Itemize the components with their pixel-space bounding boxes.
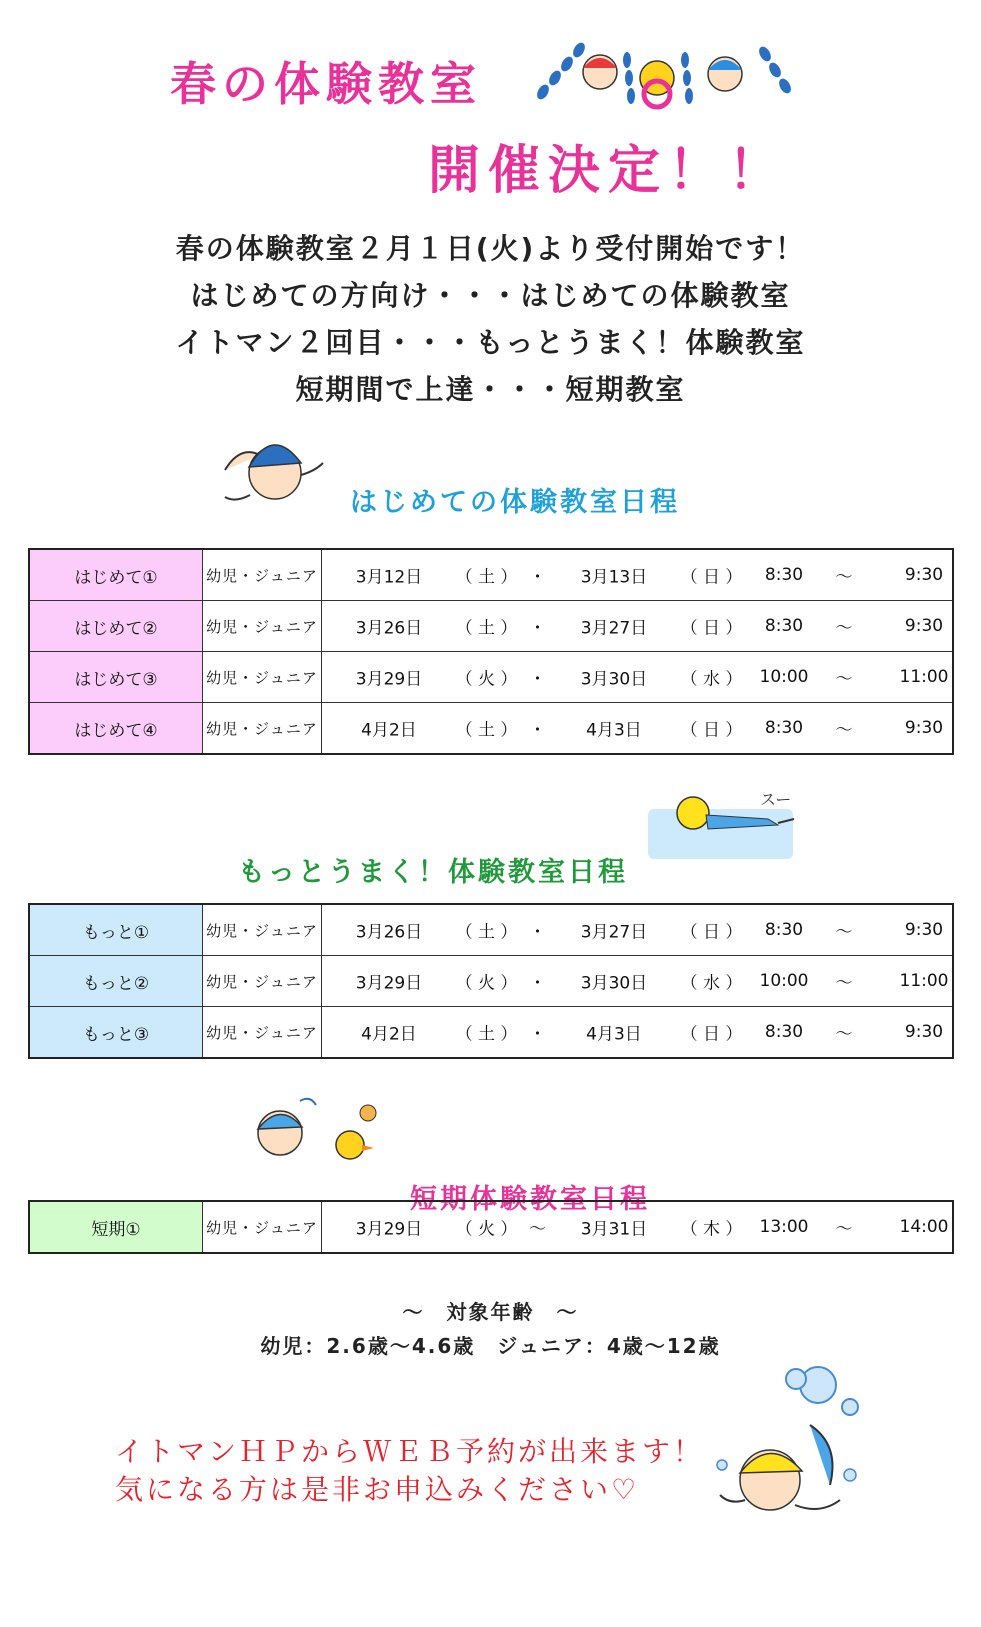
age-group-cell: 幼児・ジュニア [203,956,322,1007]
schedule-w2: （ 水 ） [680,669,743,690]
schedule-sep: ・ [529,669,546,690]
schedule-d1: 3月29日 [355,1219,423,1240]
schedule-datetime-cell [322,1007,954,1059]
schedule-d2: 3月27日 [580,922,648,943]
schedule-w2: （ 日 ） [680,1024,743,1045]
schedule-start: 10:00 [759,971,809,991]
class-name-cell: もっと② [29,956,203,1007]
web-reservation-notice: イトマンＨＰからＷＥＢ予約が出来ます！ [115,1435,705,1468]
schedule-d1: 3月26日 [355,618,423,639]
schedule-start: 13:00 [759,1217,809,1237]
schedule-end: 9:30 [904,565,944,585]
schedule-start: 10:00 [759,667,809,687]
schedule-w1: （ 土 ） [455,720,518,741]
schedule-d1: 3月12日 [355,567,423,588]
intro-line-2: はじめての方向け・・・はじめての体験教室 [190,279,791,312]
schedule-d2: 3月30日 [580,973,648,994]
page-title-line2: 開催決定！！ [428,141,789,201]
schedule-row [29,601,953,652]
schedule-datetime-cell [322,1201,954,1253]
schedule-w1: （ 火 ） [455,669,518,690]
schedule-tilde: ～ [835,720,853,741]
class-name-cell: はじめて③ [29,652,203,703]
section-title-hajimete: はじめての体験教室日程 [350,487,680,518]
swimming-kids-lane-illustration [525,30,795,110]
schedule-d1: 3月29日 [355,973,423,994]
schedule-end: 9:30 [904,920,944,940]
diving-girl-yellow-cap-illustration [700,1365,875,1555]
class-name-cell: はじめて① [29,549,203,601]
schedule-row [29,1201,953,1253]
schedule-end: 9:30 [904,1022,944,1042]
schedule-w2: （ 水 ） [680,973,743,994]
schedule-tilde: ～ [835,567,853,588]
class-name-cell: はじめて② [29,601,203,652]
target-age-detail: 幼児：2.6歳～4.6歳 ジュニア：4歳～12歳 [260,1334,721,1358]
schedule-w2: （ 日 ） [680,922,743,943]
schedule-sep: ・ [529,618,546,639]
class-name-cell: はじめて④ [29,703,203,755]
schedule-d1: 3月26日 [355,922,423,943]
schedule-tilde: ～ [835,922,853,943]
boy-and-duck-illustration [238,1093,398,1173]
schedule-tilde: ～ [835,1024,853,1045]
schedule-start: 8:30 [764,1022,804,1042]
intro-line-4: 短期間で上達・・・短期教室 [295,373,686,406]
schedule-datetime-cell [322,652,954,703]
schedule-table-motto [28,903,954,1059]
schedule-d2: 3月27日 [580,618,648,639]
age-group-cell: 幼児・ジュニア [203,703,322,755]
schedule-row [29,703,953,755]
schedule-start: 8:30 [764,920,804,940]
class-name-cell: もっと③ [29,1007,203,1059]
schedule-table-tanki [28,1200,954,1254]
schedule-datetime-cell [322,703,954,755]
age-group-cell: 幼児・ジュニア [203,1007,322,1059]
schedule-w2: （ 木 ） [680,1219,743,1240]
schedule-d1: 4月2日 [361,720,417,741]
intro-line-1: 春の体験教室２月１日(火)より受付開始です！ [175,232,806,265]
schedule-tilde: ～ [835,618,853,639]
schedule-sep: ・ [529,567,546,588]
schedule-w2: （ 日 ） [680,618,743,639]
schedule-w1: （ 土 ） [455,567,518,588]
schedule-tilde: ～ [835,973,853,994]
schedule-end: 11:00 [899,971,949,991]
schedule-w1: （ 火 ） [455,973,518,994]
section-title-motto: もっとうまく！体験教室日程 [238,857,628,888]
schedule-end: 11:00 [899,667,949,687]
swimming-boy-blue-cap-illustration [215,425,330,510]
schedule-end: 14:00 [899,1217,949,1237]
class-name-cell: もっと① [29,904,203,956]
schedule-table-hajimete [28,548,954,755]
schedule-start: 8:30 [764,616,804,636]
schedule-tilde: ～ [835,1219,853,1240]
schedule-sep: ・ [529,720,546,741]
schedule-row [29,956,953,1007]
apply-invitation-text: 気になる方は是非お申込みください♡ [115,1473,640,1506]
section-title-tanki: 短期体験教室日程 [410,1184,650,1215]
class-name-cell: 短期① [29,1201,203,1253]
target-age-heading: ～ 対象年齢 ～ [402,1300,579,1324]
schedule-start: 8:30 [764,718,804,738]
schedule-w1: （ 火 ） [455,1219,518,1240]
schedule-d2: 3月31日 [580,1219,648,1240]
schedule-d1: 4月2日 [361,1024,417,1045]
schedule-w2: （ 日 ） [680,720,743,741]
schedule-row [29,1007,953,1059]
schedule-sep: ・ [529,922,546,943]
schedule-end: 9:30 [904,718,944,738]
schedule-d2: 4月3日 [586,1024,642,1045]
age-group-cell: 幼児・ジュニア [203,549,322,601]
schedule-datetime-cell [322,904,954,956]
age-group-cell: 幼児・ジュニア [203,601,322,652]
schedule-datetime-cell [322,549,954,601]
swimming-girl-kick-illustration [648,785,798,860]
schedule-sep: ・ [529,1024,546,1045]
schedule-d1: 3月29日 [355,669,423,690]
schedule-d2: 3月30日 [580,669,648,690]
schedule-datetime-cell [322,956,954,1007]
schedule-start: 8:30 [764,565,804,585]
age-group-cell: 幼児・ジュニア [203,1201,322,1253]
page-title-line1: 春の体験教室 [170,57,482,111]
schedule-sep: ～ [529,1219,546,1240]
schedule-d2: 4月3日 [586,720,642,741]
schedule-w1: （ 土 ） [455,922,518,943]
age-group-cell: 幼児・ジュニア [203,652,322,703]
schedule-datetime-cell [322,601,954,652]
schedule-w1: （ 土 ） [455,618,518,639]
intro-line-3: イトマン２回目・・・もっとうまく！体験教室 [175,326,806,359]
schedule-w2: （ 日 ） [680,567,743,588]
schedule-d2: 3月13日 [580,567,648,588]
schedule-row [29,652,953,703]
schedule-tilde: ～ [835,669,853,690]
schedule-w1: （ 土 ） [455,1024,518,1045]
swim-sound-label: スー [760,790,792,809]
schedule-row [29,549,953,601]
intro-text [0,225,981,413]
schedule-sep: ・ [529,973,546,994]
schedule-row [29,904,953,956]
age-group-cell: 幼児・ジュニア [203,904,322,956]
schedule-end: 9:30 [904,616,944,636]
